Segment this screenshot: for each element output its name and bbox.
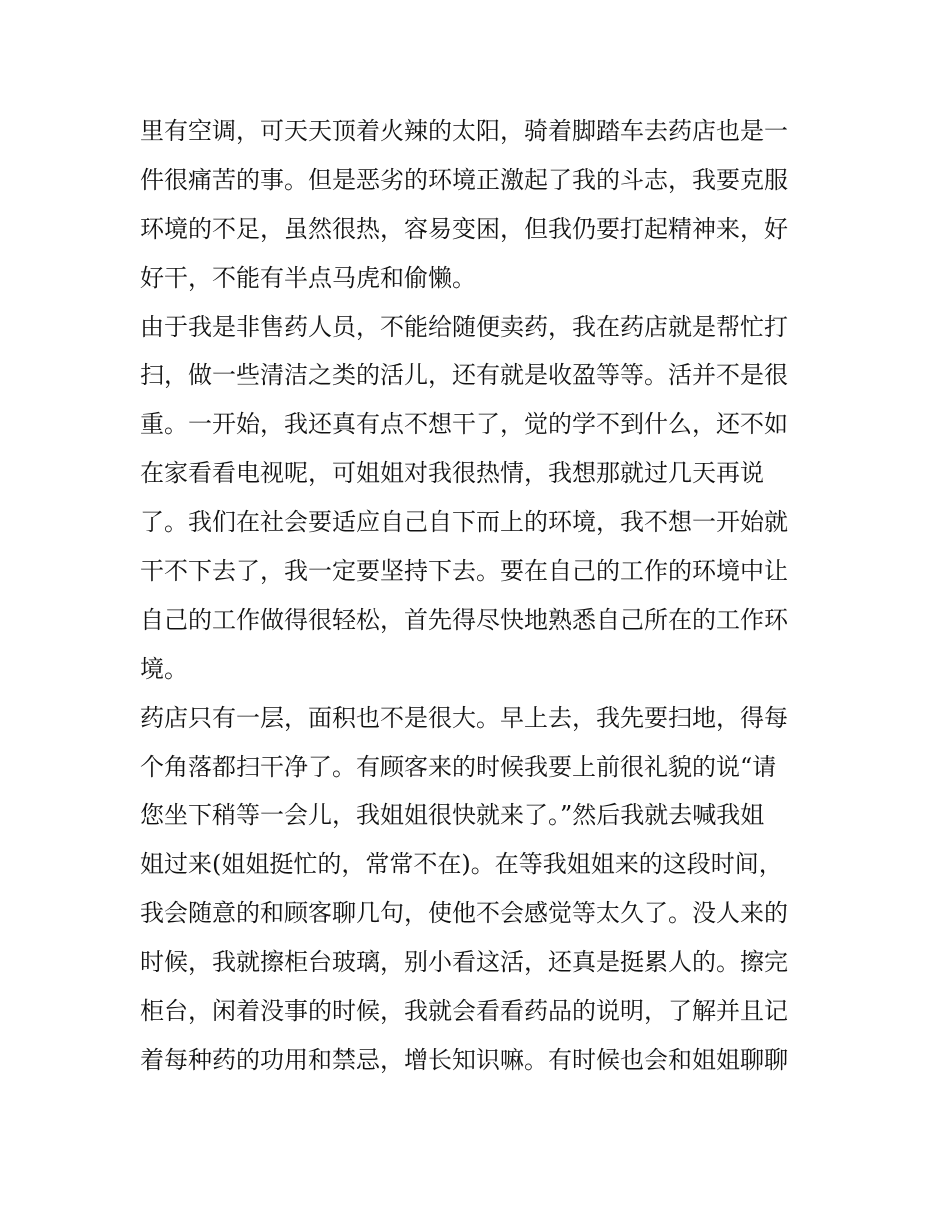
text-line: 时候，我就擦柜台玻璃，别小看这活，还真是挺累人的。擦完 [140, 948, 788, 977]
text-line: 自己的工作做得很轻松，首先得尽快地熟悉自己所在的工作环 [140, 605, 788, 634]
text-line: 里有空调，可天天顶着火辣的太阳，骑着脚踏车去药店也是一 [140, 117, 788, 145]
text-line: 重。一开始，我还真有点不想干了，觉的学不到什么，还不如 [140, 410, 788, 439]
body-text [140, 107, 815, 1085]
text-line: 姐过来(姐姐挺忙的，常常不在)。在等我姐姐来的这段时间， [140, 850, 783, 879]
text-line: 我会随意的和顾客聊几句，使他不会感觉等太久了。没人来的 [140, 899, 788, 928]
text-line: 干不下去了，我一定要坚持下去。要在自己的工作的环境中让 [140, 557, 788, 586]
text-line: 着每种药的功用和禁忌，增长知识嘛。有时候也会和姐姐聊聊 [140, 1045, 788, 1074]
text-line: 柜台，闲着没事的时候，我就会看看药品的说明，了解并且记 [140, 997, 788, 1026]
text-line: 个角落都扫干净了。有顾客来的时候我要上前很礼貌的说“请 [140, 752, 777, 781]
text-line: 环境的不足，虽然很热，容易变困，但我仍要打起精神来，好 [140, 214, 788, 243]
text-line: 境。 [140, 654, 188, 683]
text-line: 好干，不能有半点马虎和偷懒。 [140, 263, 476, 292]
text-line: 由于我是非售药人员，不能给随便卖药，我在药店就是帮忙打 [140, 312, 788, 341]
text-line: 了。我们在社会要适应自己自下而上的环境，我不想一开始就 [140, 508, 788, 537]
text-line: 扫，做一些清洁之类的活儿，还有就是收盈等等。活并不是很 [140, 361, 788, 390]
text-line: 药店只有一层，面积也不是很大。早上去，我先要扫地，得每 [140, 703, 788, 732]
text-line: 在家看看电视呢，可姐姐对我很热情，我想那就过几天再说 [140, 459, 764, 488]
text-line: 您坐下稍等一会儿，我姐姐很快就来了。”然后我就去喊我姐 [140, 801, 765, 830]
text-line: 件很痛苦的事。但是恶劣的环境正激起了我的斗志，我要克服 [140, 165, 788, 194]
